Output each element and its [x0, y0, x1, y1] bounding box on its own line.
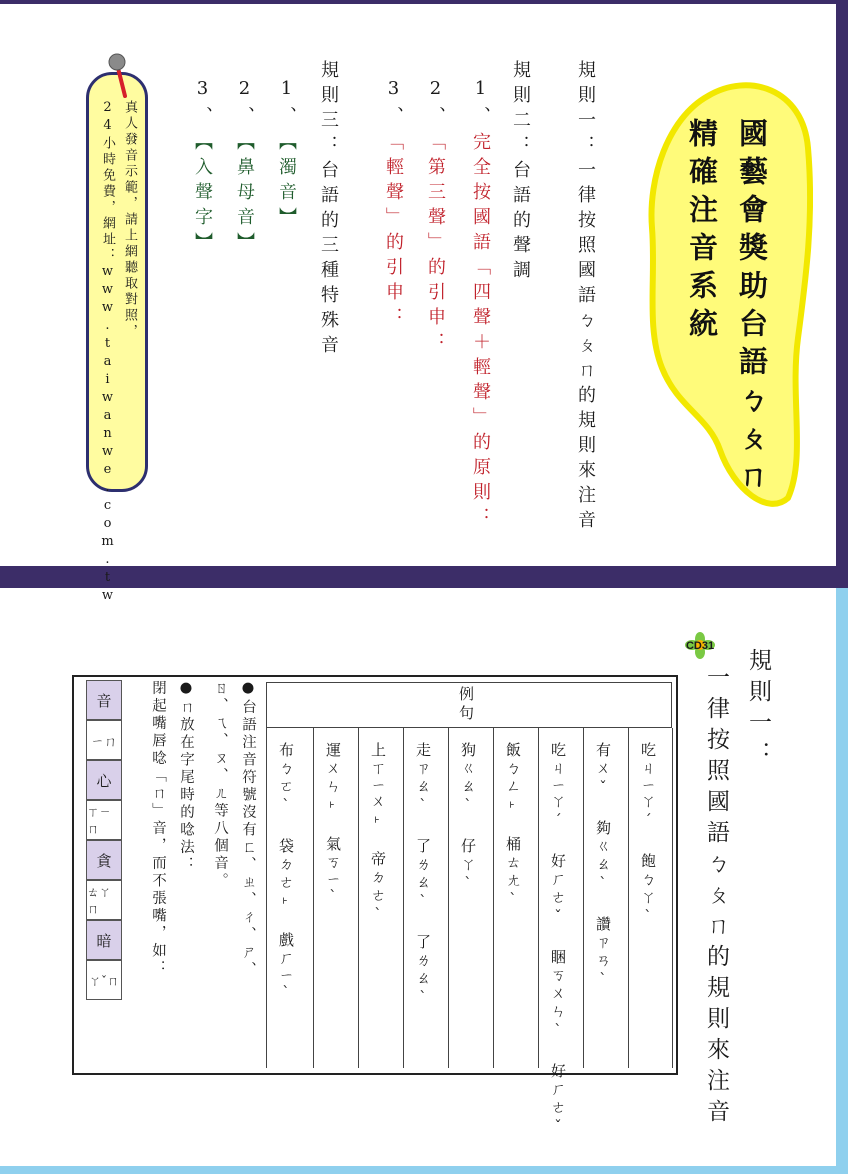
example-6: 走ㄗㄠˋ 了ㄌㄠˋ 了ㄌㄠˋ	[414, 742, 432, 1009]
pron-cell: ㄊㄚㄇ	[86, 880, 122, 920]
col-divider	[403, 728, 404, 1068]
table-header-label: 例句	[457, 686, 475, 724]
example-7: 上ㄒㄧㄨ˫ 帝ㄉㄜˋ	[369, 742, 387, 926]
example-2: 有ㄨˇ 夠ㄍㄠˋ 讚ㄗㄢˋ	[594, 742, 612, 991]
note-line-1: ●台語注音符號沒有ㄈ、ㄓ、ㄔ、ㄕ、	[240, 680, 256, 979]
col-divider	[538, 728, 539, 1068]
right-frame-blue	[836, 588, 848, 1174]
pushpin-icon	[107, 52, 133, 102]
col-divider	[448, 728, 449, 1068]
pron-cell: 音	[86, 680, 122, 720]
col-divider	[358, 728, 359, 1068]
example-9: 布ㄅㄛˋ 袋ㄉㄜ˫ 戲ㄏㄧˋ	[277, 742, 295, 1004]
col-divider	[628, 728, 629, 1068]
example-8: 運ㄨㄣ˫ 氣ㄎㄧˋ	[324, 742, 342, 908]
cd-badge-label: CD31	[685, 640, 715, 652]
pron-cell: 心	[86, 760, 122, 800]
rule2-item3-text: 「輕聲」的引申：	[383, 132, 404, 332]
note-line-4: 閉起嘴唇唸「ㄇ」音，而不張嘴，如：	[150, 680, 166, 978]
rule2-item1-text: 完全按國語「四聲＋輕聲」的原則：	[470, 132, 491, 532]
pron-cell: 貪	[86, 840, 122, 880]
bottom-title-line-1: 規則一：	[745, 648, 771, 772]
example-3: 吃ㄐㄧㄚˊ 好ㄏㄜˇ 睏ㄎㄨㄣˋ 好ㄏㄜˇ	[549, 742, 567, 1138]
rule3-item3-text: 【入聲字】	[192, 132, 213, 257]
info-line-2: 24小時免費，網址：www.taiwanwe.com.tw	[100, 100, 115, 606]
rule2-item2-num: 2、	[425, 78, 446, 131]
title-line-1: 國藝會獎助台語ㄅㄆㄇ	[735, 118, 769, 498]
pron-cell: ㄧㄇ	[86, 720, 122, 760]
col-divider	[313, 728, 314, 1068]
rule3-item3-num: 3、	[192, 78, 213, 131]
right-frame-purple	[836, 0, 848, 590]
rule3-heading: 規則三：台語的三種特殊音	[318, 60, 339, 360]
rule3-item2-num: 2、	[234, 78, 255, 131]
rule2-heading: 規則二：台語的聲調	[510, 60, 531, 285]
note-line-3: ●ㄇ放在字尾時的唸法：	[178, 680, 194, 874]
col-divider	[583, 728, 584, 1068]
top-frame-bar	[0, 0, 848, 4]
rule2-item3-num: 3、	[383, 78, 404, 131]
page-divider	[0, 566, 848, 588]
title-line-2: 精確注音系統	[685, 118, 719, 346]
rule3-item1-num: 1、	[276, 78, 297, 131]
example-5: 狗ㄍㄠˋ 仔ㄚˋ	[459, 742, 477, 895]
rule3-item2-text: 【鼻母音】	[234, 132, 255, 257]
col-divider	[266, 728, 267, 1068]
col-divider	[672, 728, 673, 1068]
yellow-title-blob	[638, 78, 813, 508]
rule1-text: 規則一：一律按照國語ㄅㄆㄇ的規則來注音	[575, 60, 596, 535]
example-4: 飯ㄅㄥ˫ 桶ㄊㄤˋ	[504, 742, 522, 911]
pron-cell: ㄒㄧㄇ	[86, 800, 122, 840]
bottom-title-line-2: 一律按照國語ㄅㄆㄇ的規則來注音	[703, 665, 729, 1130]
pron-cell: ㄚˇㄇ	[86, 960, 122, 1000]
col-divider	[493, 728, 494, 1068]
rule3-item1-text: 【濁音】	[276, 132, 297, 232]
info-line-1: 真人發音示範，請上網聽取對照，	[122, 100, 137, 340]
pron-cell: 暗	[86, 920, 122, 960]
cd-flower-icon	[680, 630, 720, 660]
example-1: 吃ㄐㄧㄚˊ 飽ㄅㄚˋ	[639, 742, 657, 928]
note-line-2: ㄖ、ㄟ、ㄡ、ㄦ等八個音。	[212, 680, 228, 890]
bottom-frame-edge	[0, 1166, 848, 1174]
rule2-item2-text: 「第三聲」的引申：	[425, 132, 446, 357]
rule2-item1-num: 1、	[470, 78, 491, 131]
